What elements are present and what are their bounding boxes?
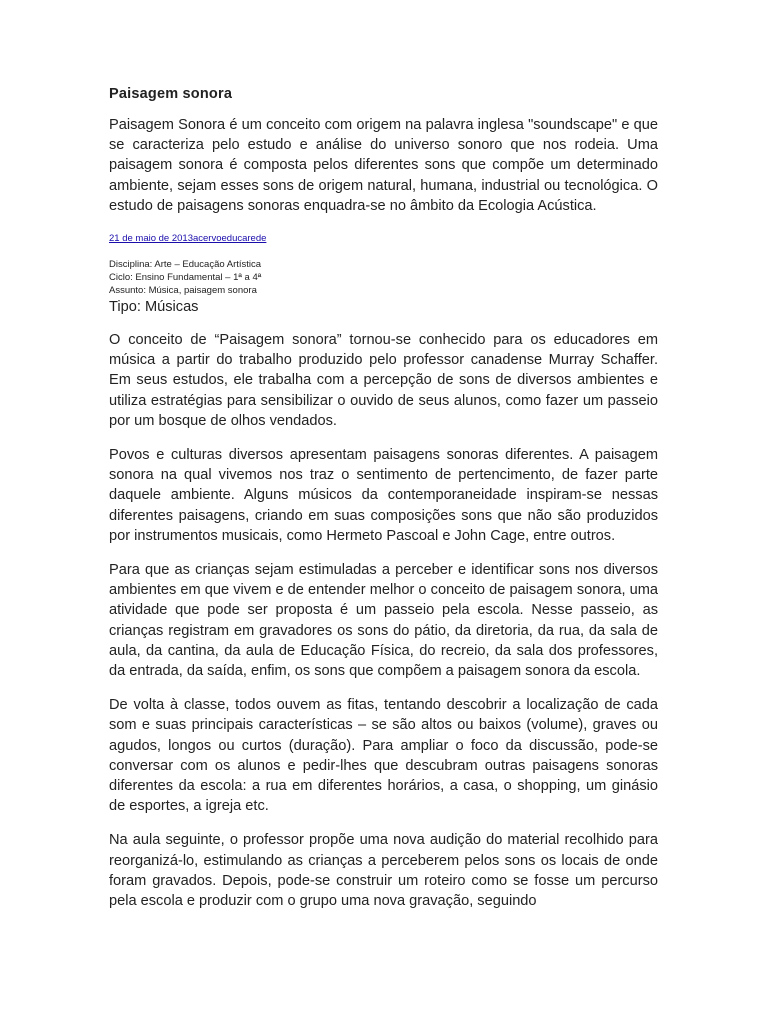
body-paragraph: De volta à classe, todos ouvem as fitas, tentando descobrir a localização de cada som e suas principais características – se são altos ou baixos (volume), graves ou agudos, longos ou curtos (duração). Para ampliar o foco da discussão, pode-se conversar com os alunos e pedir-lhes que descubram outras paisagens sonoras diferentes da escola: a rua em diferentes horários, a casa, o shopping, um ginásio de esportes, a igreja etc.	[109, 697, 658, 815]
intro-paragraph: Paisagem Sonora é um conceito com origem na palavra inglesa "soundscape" e que se caracteriza pelo estudo e análise do universo sonoro que nos rodeia. Uma paisagem sonora é composta pelos diferentes sons que compõe um determinado ambiente, sejam esses sons de origem natural, humana, industrial ou tecnológica. O estudo de paisagens sonoras enquadra-se no âmbito da Ecologia Acústica.	[109, 117, 658, 214]
meta-ciclo: Ciclo: Ensino Fundamental – 1ª a 4ª	[109, 272, 262, 284]
date-author-link[interactable]: 21 de maio de 2013acervoeducarede	[109, 233, 267, 245]
body-paragraph: Povos e culturas diversos apresentam paisagens sonoras diferentes. A paisagem sonora na qual vivemos nos traz o sentimento de pertencimento, de fazer parte daquele ambiente. Alguns músicos da contemporaneidade inspiram-se nessas diferentes paisagens, criando em suas composições sons que não são produzidos por instrumentos musicais, como Hermeto Pascoal e John Cage, entre outros.	[109, 447, 658, 544]
body-paragraph: O conceito de “Paisagem sonora” tornou-se conhecido para os educadores em música a partir do trabalho produzido pelo professor canadense Murray Schaffer. Em seus estudos, ele trabalha com a percepção de sons de diversos ambientes e utiliza estratégias para sensibilizar o ouvido de seus alunos, como fazer um passeio por um bosque de olhos vendados.	[109, 332, 658, 429]
article-title: Paisagem sonora	[109, 86, 233, 102]
article-metadata	[109, 258, 658, 297]
body-paragraph: Na aula seguinte, o professor propõe uma nova audição do material recolhido para reorganizá-lo, estimulando as crianças a perceberem pelos sons os locais de onde foram gravados. Depois, pode-se construir um roteiro como se fosse um percurso pela escola e produzir com o grupo uma nova gravação, seguindo	[109, 832, 658, 910]
document-page	[109, 84, 658, 925]
meta-assunto: Assunto: Música, paisagem sonora	[109, 285, 257, 297]
meta-disciplina: Disciplina: Arte – Educação Artística	[109, 259, 262, 271]
meta-tipo: Tipo: Músicas	[109, 299, 199, 316]
body-paragraph: Para que as crianças sejam estimuladas a perceber e identificar sons nos diversos ambientes em que vivem e de entender melhor o conceito de paisagem sonora, uma atividade que pode ser proposta é um passeio pela escola. Nesse passeio, as crianças registram em gravadores os sons do pátio, da diretoria, da rua, da sala de aula, da cantina, da aula de Educação Física, do recreio, da sala dos professores, da entrada, da saída, enfim, os sons que compõem a paisagem sonora da escola.	[109, 562, 658, 680]
